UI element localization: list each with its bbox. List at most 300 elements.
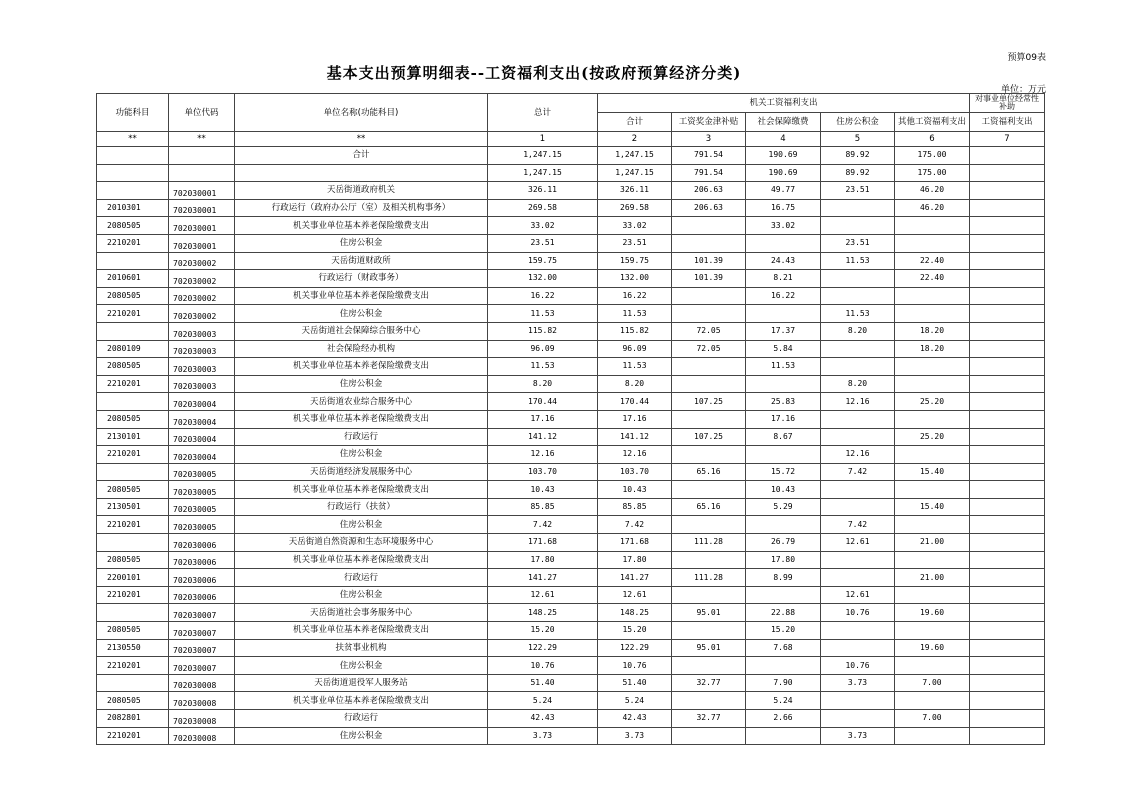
- unit-code-cell: 702030004: [169, 446, 235, 464]
- unit-name-cell: 机关事业单位基本养老保险缴费支出: [235, 358, 488, 376]
- unit-code-cell: 702030007: [169, 657, 235, 675]
- amount-cell: 16.75: [746, 199, 821, 217]
- amount-cell: 46.20: [895, 199, 970, 217]
- amount-cell: [970, 622, 1045, 640]
- amount-cell: 17.16: [598, 410, 672, 428]
- amount-cell: 206.63: [672, 182, 746, 200]
- header-unit-code: 单位代码: [169, 94, 235, 132]
- amount-cell: [970, 551, 1045, 569]
- unit-code-cell: [169, 164, 235, 182]
- unit-name-cell: 天岳街道经济发展服务中心: [235, 463, 488, 481]
- func-subject-cell: 2210201: [97, 234, 169, 252]
- amount-cell: 24.43: [746, 252, 821, 270]
- amount-cell: 32.77: [672, 710, 746, 728]
- table-row: [97, 322, 1045, 340]
- table-row: [97, 164, 1045, 182]
- amount-cell: [672, 622, 746, 640]
- amount-cell: [746, 446, 821, 464]
- func-subject-cell: 2080505: [97, 551, 169, 569]
- func-subject-cell: [97, 252, 169, 270]
- amount-cell: 159.75: [598, 252, 672, 270]
- amount-cell: 18.20: [895, 322, 970, 340]
- amount-cell: 148.25: [488, 604, 598, 622]
- table-row: [97, 710, 1045, 728]
- table-row: [97, 305, 1045, 323]
- amount-cell: 32.77: [672, 674, 746, 692]
- table-row: [97, 340, 1045, 358]
- amount-cell: [672, 481, 746, 499]
- amount-cell: [970, 340, 1045, 358]
- amount-cell: 791.54: [672, 164, 746, 182]
- amount-cell: [970, 375, 1045, 393]
- amount-cell: 103.70: [488, 463, 598, 481]
- unit-name-cell: 行政运行（财政事务）: [235, 270, 488, 288]
- amount-cell: 11.53: [821, 305, 895, 323]
- header-unit-name: 单位名称(功能科目): [235, 94, 488, 132]
- amount-cell: [970, 534, 1045, 552]
- amount-cell: [672, 217, 746, 235]
- unit-code-cell: 702030003: [169, 322, 235, 340]
- amount-cell: 51.40: [488, 674, 598, 692]
- unit-name-cell: 机关事业单位基本养老保险缴费支出: [235, 287, 488, 305]
- amount-cell: 89.92: [821, 164, 895, 182]
- func-subject-cell: 2080505: [97, 217, 169, 235]
- amount-cell: 5.24: [746, 692, 821, 710]
- amount-cell: 5.84: [746, 340, 821, 358]
- table-row: [97, 358, 1045, 376]
- amount-cell: [895, 287, 970, 305]
- func-subject-cell: 2200101: [97, 569, 169, 587]
- header-group-subsidy: 对事业单位经常性补助: [970, 94, 1045, 113]
- amount-cell: 107.25: [672, 428, 746, 446]
- column-number: 4: [746, 132, 821, 147]
- amount-cell: [895, 410, 970, 428]
- unit-code-cell: 702030003: [169, 375, 235, 393]
- unit-code-cell: 702030008: [169, 692, 235, 710]
- table-row: [97, 270, 1045, 288]
- unit-name-cell: 机关事业单位基本养老保险缴费支出: [235, 692, 488, 710]
- unit-name-cell: 合计: [235, 147, 488, 165]
- amount-cell: [672, 692, 746, 710]
- amount-cell: 33.02: [598, 217, 672, 235]
- func-subject-cell: 2210201: [97, 727, 169, 745]
- amount-cell: 23.51: [488, 234, 598, 252]
- amount-cell: [970, 164, 1045, 182]
- amount-cell: [672, 234, 746, 252]
- amount-cell: [970, 481, 1045, 499]
- amount-cell: 65.16: [672, 498, 746, 516]
- amount-cell: 16.22: [598, 287, 672, 305]
- amount-cell: [895, 657, 970, 675]
- unit-name-cell: 天岳街道财政所: [235, 252, 488, 270]
- amount-cell: 7.90: [746, 674, 821, 692]
- amount-cell: [821, 199, 895, 217]
- amount-cell: 269.58: [598, 199, 672, 217]
- amount-cell: [821, 710, 895, 728]
- unit-code-cell: 702030008: [169, 727, 235, 745]
- unit-name-cell: 住房公积金: [235, 446, 488, 464]
- amount-cell: 171.68: [598, 534, 672, 552]
- func-subject-cell: 2080505: [97, 481, 169, 499]
- amount-cell: [970, 182, 1045, 200]
- amount-cell: [821, 217, 895, 235]
- amount-cell: 95.01: [672, 604, 746, 622]
- unit-code-cell: 702030003: [169, 358, 235, 376]
- amount-cell: [970, 252, 1045, 270]
- unit-code-cell: 702030002: [169, 287, 235, 305]
- amount-cell: 1,247.15: [488, 164, 598, 182]
- amount-cell: 17.16: [746, 410, 821, 428]
- amount-cell: [970, 463, 1045, 481]
- unit-name-cell: 行政运行（扶贫）: [235, 498, 488, 516]
- amount-cell: 115.82: [598, 322, 672, 340]
- unit-code-cell: 702030001: [169, 199, 235, 217]
- table-row: [97, 182, 1045, 200]
- amount-cell: 95.01: [672, 639, 746, 657]
- amount-cell: 23.51: [821, 234, 895, 252]
- amount-cell: 15.20: [488, 622, 598, 640]
- amount-cell: [970, 569, 1045, 587]
- func-subject-cell: [97, 463, 169, 481]
- amount-cell: 8.99: [746, 569, 821, 587]
- amount-cell: [821, 358, 895, 376]
- amount-cell: 8.20: [821, 322, 895, 340]
- amount-cell: [746, 727, 821, 745]
- amount-cell: 12.61: [598, 586, 672, 604]
- unit-code-cell: 702030001: [169, 234, 235, 252]
- amount-cell: 23.51: [821, 182, 895, 200]
- page-title: 基本支出预算明细表--工资福利支出(按政府预算经济分类): [326, 64, 742, 82]
- table-row: [97, 692, 1045, 710]
- table-row: [97, 287, 1045, 305]
- amount-cell: 25.20: [895, 428, 970, 446]
- unit-code-cell: 702030005: [169, 516, 235, 534]
- unit-name-cell: 住房公积金: [235, 657, 488, 675]
- table-row: [97, 147, 1045, 165]
- column-number: **: [235, 132, 488, 147]
- amount-cell: [970, 727, 1045, 745]
- unit-code-cell: 702030006: [169, 586, 235, 604]
- amount-cell: 42.43: [598, 710, 672, 728]
- amount-cell: 141.27: [598, 569, 672, 587]
- amount-cell: 15.20: [746, 622, 821, 640]
- amount-cell: 10.76: [598, 657, 672, 675]
- unit-name-cell: 天岳街道政府机关: [235, 182, 488, 200]
- amount-cell: [672, 551, 746, 569]
- amount-cell: 11.53: [488, 305, 598, 323]
- table-row: [97, 393, 1045, 411]
- unit-name-cell: 住房公积金: [235, 305, 488, 323]
- amount-cell: 8.20: [488, 375, 598, 393]
- amount-cell: [895, 692, 970, 710]
- amount-cell: 101.39: [672, 270, 746, 288]
- amount-cell: 19.60: [895, 604, 970, 622]
- func-subject-cell: [97, 164, 169, 182]
- amount-cell: 15.40: [895, 463, 970, 481]
- amount-cell: 269.58: [488, 199, 598, 217]
- amount-cell: 7.68: [746, 639, 821, 657]
- amount-cell: [895, 234, 970, 252]
- table-row: [97, 727, 1045, 745]
- table-row: [97, 657, 1045, 675]
- unit-name-cell: 住房公积金: [235, 586, 488, 604]
- amount-cell: [672, 358, 746, 376]
- amount-cell: [970, 199, 1045, 217]
- header-sub: 工资福利支出: [970, 113, 1045, 132]
- amount-cell: [895, 375, 970, 393]
- amount-cell: [821, 340, 895, 358]
- unit-name-cell: 机关事业单位基本养老保险缴费支出: [235, 217, 488, 235]
- func-subject-cell: 2130101: [97, 428, 169, 446]
- amount-cell: 21.00: [895, 534, 970, 552]
- amount-cell: 7.00: [895, 710, 970, 728]
- amount-cell: 15.40: [895, 498, 970, 516]
- column-number: **: [97, 132, 169, 147]
- amount-cell: 3.73: [598, 727, 672, 745]
- amount-cell: 206.63: [672, 199, 746, 217]
- unit-code-cell: 702030005: [169, 481, 235, 499]
- unit-name-cell: 机关事业单位基本养老保险缴费支出: [235, 622, 488, 640]
- amount-cell: [970, 147, 1045, 165]
- amount-cell: 1,247.15: [598, 147, 672, 165]
- unit-name-cell: 行政运行（政府办公厅（室）及相关机构事务）: [235, 199, 488, 217]
- func-subject-cell: 2210201: [97, 305, 169, 323]
- unit-name-cell: 行政运行: [235, 710, 488, 728]
- unit-name-cell: 住房公积金: [235, 516, 488, 534]
- amount-cell: 15.72: [746, 463, 821, 481]
- amount-cell: 46.20: [895, 182, 970, 200]
- unit-name-cell: 天岳街道自然资源和生态环境服务中心: [235, 534, 488, 552]
- amount-cell: 10.43: [746, 481, 821, 499]
- header-sub: 其他工资福利支出: [895, 113, 970, 132]
- unit-code-cell: 702030004: [169, 428, 235, 446]
- amount-cell: 326.11: [488, 182, 598, 200]
- amount-cell: [821, 410, 895, 428]
- amount-cell: 26.79: [746, 534, 821, 552]
- header-sub: 合计: [598, 113, 672, 132]
- amount-cell: 85.85: [598, 498, 672, 516]
- func-subject-cell: 2082801: [97, 710, 169, 728]
- header-row-1: [97, 94, 1045, 113]
- unit-name-cell: 住房公积金: [235, 234, 488, 252]
- amount-cell: 122.29: [488, 639, 598, 657]
- amount-cell: 42.43: [488, 710, 598, 728]
- amount-cell: [970, 287, 1045, 305]
- amount-cell: 11.53: [598, 305, 672, 323]
- amount-cell: 22.40: [895, 252, 970, 270]
- amount-cell: [970, 358, 1045, 376]
- unit-name-cell: 扶贫事业机构: [235, 639, 488, 657]
- amount-cell: [970, 305, 1045, 323]
- amount-cell: 115.82: [488, 322, 598, 340]
- func-subject-cell: [97, 322, 169, 340]
- table-row: [97, 199, 1045, 217]
- amount-cell: [895, 481, 970, 499]
- table-row: [97, 463, 1045, 481]
- amount-cell: [970, 217, 1045, 235]
- amount-cell: 7.42: [821, 516, 895, 534]
- amount-cell: 22.88: [746, 604, 821, 622]
- amount-cell: [970, 446, 1045, 464]
- unit-code-cell: 702030007: [169, 622, 235, 640]
- amount-cell: 89.92: [821, 147, 895, 165]
- amount-cell: 111.28: [672, 569, 746, 587]
- amount-cell: [672, 287, 746, 305]
- amount-cell: [672, 446, 746, 464]
- func-subject-cell: 2080505: [97, 622, 169, 640]
- unit-name-cell: 天岳街道农业综合服务中心: [235, 393, 488, 411]
- unit-code-cell: 702030008: [169, 674, 235, 692]
- table-row: [97, 569, 1045, 587]
- amount-cell: 190.69: [746, 164, 821, 182]
- unit-code-cell: 702030002: [169, 305, 235, 323]
- amount-cell: 11.53: [488, 358, 598, 376]
- unit-code-cell: 702030008: [169, 710, 235, 728]
- amount-cell: [746, 234, 821, 252]
- amount-cell: [821, 498, 895, 516]
- func-subject-cell: 2080109: [97, 340, 169, 358]
- amount-cell: 12.61: [821, 534, 895, 552]
- func-subject-cell: [97, 604, 169, 622]
- amount-cell: [970, 674, 1045, 692]
- func-subject-cell: 2210201: [97, 516, 169, 534]
- amount-cell: [672, 305, 746, 323]
- amount-cell: 141.27: [488, 569, 598, 587]
- amount-cell: [821, 551, 895, 569]
- column-number: 3: [672, 132, 746, 147]
- amount-cell: 11.53: [598, 358, 672, 376]
- func-subject-cell: 2210201: [97, 446, 169, 464]
- table-row: [97, 234, 1045, 252]
- amount-cell: 5.29: [746, 498, 821, 516]
- unit-label: 单位：万元: [1000, 85, 1046, 95]
- column-number-row: [97, 132, 1045, 147]
- amount-cell: 96.09: [598, 340, 672, 358]
- amount-cell: [746, 305, 821, 323]
- func-subject-cell: 2080505: [97, 410, 169, 428]
- unit-name-cell: [235, 164, 488, 182]
- amount-cell: [821, 692, 895, 710]
- amount-cell: [970, 710, 1045, 728]
- unit-code-cell: 702030007: [169, 639, 235, 657]
- table-row: [97, 516, 1045, 534]
- column-number: **: [169, 132, 235, 147]
- header-func-subject: 功能科目: [97, 94, 169, 132]
- table-row: [97, 410, 1045, 428]
- table-row: [97, 428, 1045, 446]
- unit-code-cell: 702030004: [169, 393, 235, 411]
- unit-name-cell: 天岳街道退役军人服务站: [235, 674, 488, 692]
- budget-table: [96, 93, 1045, 745]
- amount-cell: [746, 375, 821, 393]
- amount-cell: 12.16: [821, 393, 895, 411]
- amount-cell: [970, 639, 1045, 657]
- form-number: 预算09表: [1007, 53, 1046, 63]
- unit-name-cell: 天岳街道社会事务服务中心: [235, 604, 488, 622]
- unit-code-cell: 702030006: [169, 551, 235, 569]
- func-subject-cell: [97, 147, 169, 165]
- amount-cell: 10.76: [821, 657, 895, 675]
- amount-cell: [895, 217, 970, 235]
- unit-name-cell: 机关事业单位基本养老保险缴费支出: [235, 481, 488, 499]
- amount-cell: 12.61: [488, 586, 598, 604]
- table-row: [97, 534, 1045, 552]
- amount-cell: 8.20: [821, 375, 895, 393]
- func-subject-cell: [97, 393, 169, 411]
- func-subject-cell: 2130501: [97, 498, 169, 516]
- table-row: [97, 639, 1045, 657]
- amount-cell: [970, 516, 1045, 534]
- amount-cell: 51.40: [598, 674, 672, 692]
- unit-name-cell: 住房公积金: [235, 727, 488, 745]
- amount-cell: 65.16: [672, 463, 746, 481]
- amount-cell: [895, 305, 970, 323]
- amount-cell: [821, 569, 895, 587]
- unit-name-cell: 行政运行: [235, 569, 488, 587]
- amount-cell: 11.53: [821, 252, 895, 270]
- amount-cell: 111.28: [672, 534, 746, 552]
- amount-cell: 175.00: [895, 164, 970, 182]
- table-row: [97, 481, 1045, 499]
- amount-cell: [821, 270, 895, 288]
- func-subject-cell: [97, 674, 169, 692]
- column-number: 1: [488, 132, 598, 147]
- amount-cell: 132.00: [488, 270, 598, 288]
- amount-cell: 12.16: [488, 446, 598, 464]
- amount-cell: [970, 604, 1045, 622]
- amount-cell: 175.00: [895, 147, 970, 165]
- amount-cell: [821, 481, 895, 499]
- amount-cell: 171.68: [488, 534, 598, 552]
- column-number: 6: [895, 132, 970, 147]
- amount-cell: 85.85: [488, 498, 598, 516]
- amount-cell: [746, 657, 821, 675]
- amount-cell: 3.73: [821, 727, 895, 745]
- amount-cell: 17.16: [488, 410, 598, 428]
- unit-code-cell: 702030001: [169, 182, 235, 200]
- amount-cell: [970, 234, 1045, 252]
- amount-cell: 7.00: [895, 674, 970, 692]
- func-subject-cell: 2080505: [97, 692, 169, 710]
- amount-cell: 72.05: [672, 340, 746, 358]
- amount-cell: [672, 410, 746, 428]
- unit-code-cell: 702030003: [169, 340, 235, 358]
- func-subject-cell: 2210201: [97, 375, 169, 393]
- header-sub: 住房公积金: [821, 113, 895, 132]
- amount-cell: [821, 622, 895, 640]
- amount-cell: [746, 586, 821, 604]
- amount-cell: [895, 551, 970, 569]
- func-subject-cell: 2010601: [97, 270, 169, 288]
- header-group-salary: 机关工资福利支出: [598, 94, 970, 113]
- amount-cell: 22.40: [895, 270, 970, 288]
- amount-cell: [970, 498, 1045, 516]
- amount-cell: [895, 358, 970, 376]
- amount-cell: 170.44: [488, 393, 598, 411]
- amount-cell: 101.39: [672, 252, 746, 270]
- amount-cell: [970, 270, 1045, 288]
- unit-code-cell: 702030006: [169, 569, 235, 587]
- column-number: 2: [598, 132, 672, 147]
- table-row: [97, 604, 1045, 622]
- amount-cell: [672, 375, 746, 393]
- amount-cell: 5.24: [598, 692, 672, 710]
- amount-cell: [672, 586, 746, 604]
- header-sub: 社会保障缴费: [746, 113, 821, 132]
- amount-cell: 190.69: [746, 147, 821, 165]
- amount-cell: [895, 727, 970, 745]
- amount-cell: 25.20: [895, 393, 970, 411]
